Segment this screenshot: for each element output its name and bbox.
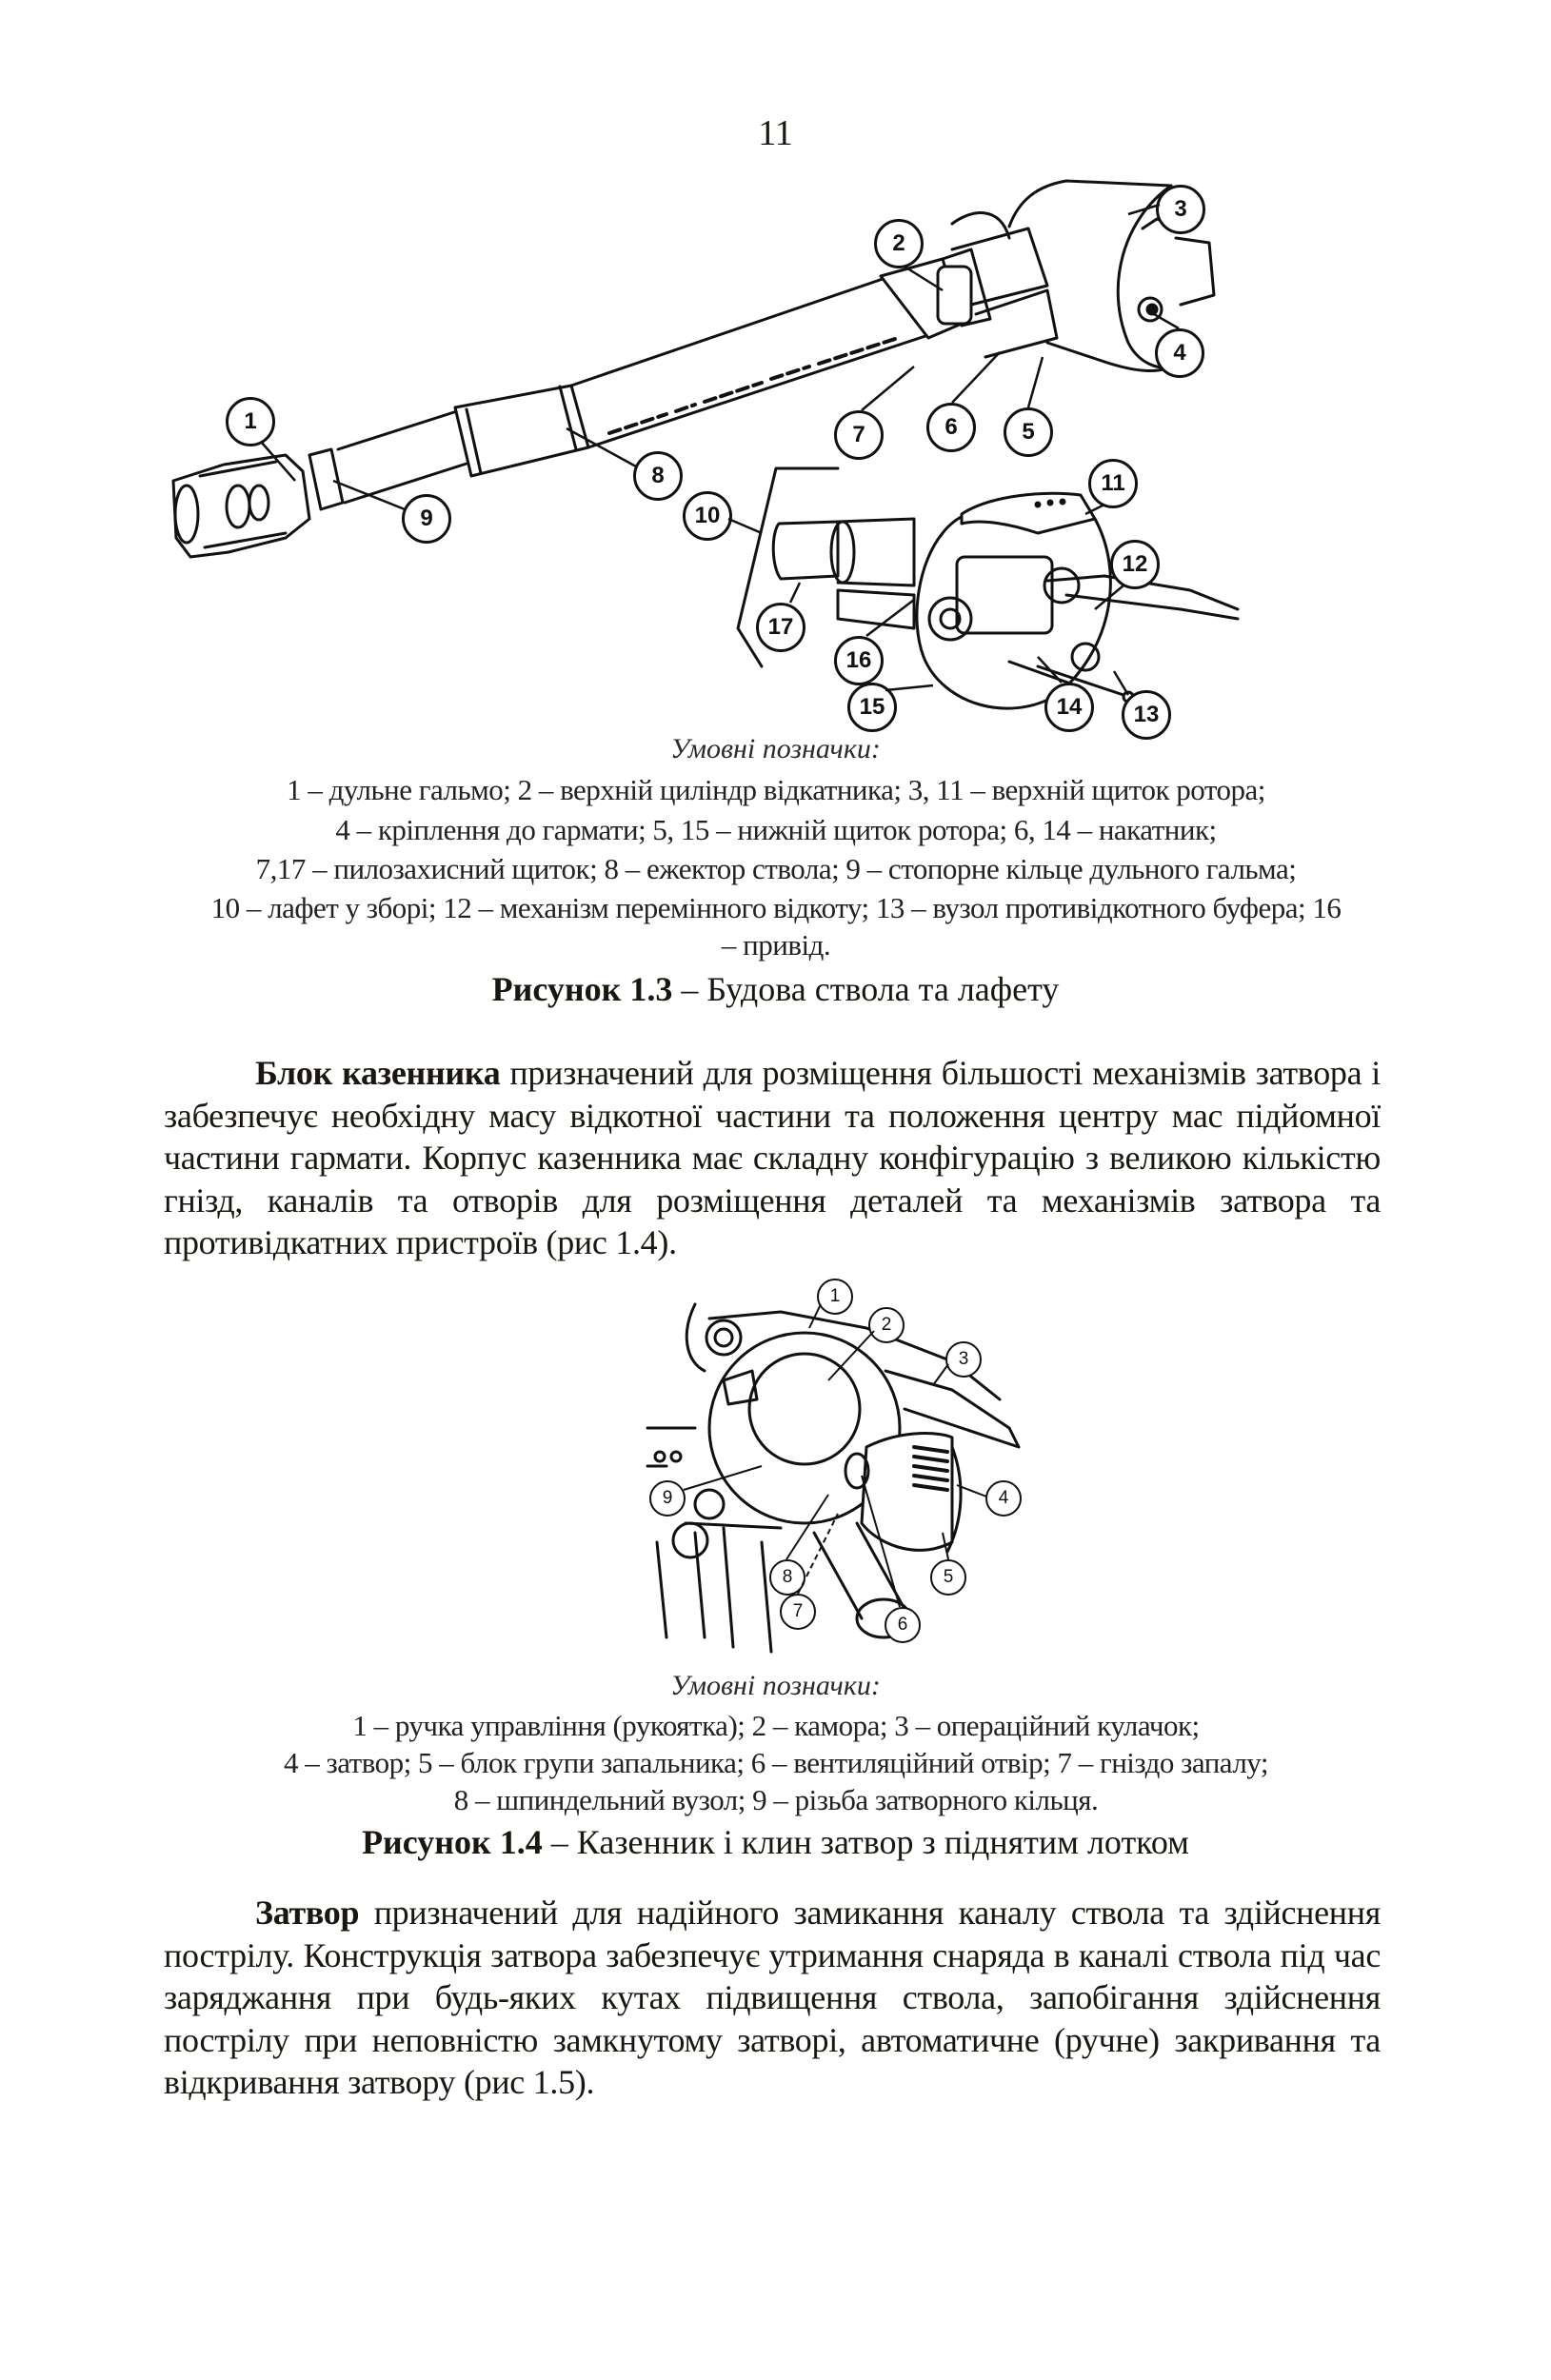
callout-6: 6 <box>926 403 976 452</box>
figure-1-3-legend-title: Умовні позначки: <box>670 733 881 764</box>
figure-1-3-legend-line: 7,17 – пилозахисний щиток; 8 – ежектор ствола; 9 – стопорне кільце дульного гальма; <box>255 852 1297 885</box>
paragraph-breechblock-text: призначений для надійного замикання каналу ствола та здійснення пострілу. Конструкція затвора забезпечує утримання снаряда в каналі ствола під час заряджання при будь-яких кутах підвищення ствола, запобігання здійснення пострілу при неповністю замкнутому затворі, автоматичне (ручне) закривання та відкривання затвору (рис 1.5). <box>164 1894 1381 2101</box>
figure-1-3-caption-label: Рисунок 1.3 <box>491 970 673 1008</box>
figure-1-4-caption-label: Рисунок 1.4 <box>362 1823 543 1861</box>
callout-10: 10 <box>683 491 732 541</box>
callout-13: 13 <box>1122 690 1171 740</box>
paragraph-breechblock-lead: Затвор <box>255 1894 360 1932</box>
callout-1: 1 <box>226 397 275 446</box>
callout-4: 4 <box>985 1480 1022 1517</box>
page-number: 11 <box>758 113 793 153</box>
figure-1-4-legend-title: Умовні позначки: <box>670 1670 881 1701</box>
callout-14: 14 <box>1044 683 1094 732</box>
callout-8: 8 <box>769 1559 805 1596</box>
figure-1-4-legend-line: 8 – шпиндельний вузол; 9 – різьба затворного кільця. <box>453 1783 1099 1816</box>
callout-9: 9 <box>649 1480 686 1517</box>
callout-5: 5 <box>1004 407 1053 457</box>
figure-1-3-legend-line: 10 – лафет у зборі; 12 – механізм перемінного відкоту; 13 – вузол противідкотного буфера; 16 <box>210 891 1342 924</box>
figure-1-3-caption-text: – Будова ствола та лафету <box>672 970 1060 1008</box>
figure-1-4-caption-text: – Казенник і клин затвор з піднятим лотком <box>542 1823 1189 1861</box>
figure-1-4-caption <box>0 1822 1551 1862</box>
paragraph-breech-block-lead: Блок казенника <box>255 1054 501 1092</box>
callout-7: 7 <box>780 1594 816 1630</box>
callout-9: 9 <box>402 494 451 544</box>
paragraph-breechblock <box>164 1892 1381 2104</box>
callout-2: 2 <box>874 219 924 268</box>
callout-5: 5 <box>930 1559 966 1596</box>
paragraph-breech-block-text: призначений для розміщення більшості механізмів затвора і забезпечує необхідну масу відкотної частини та положення центру мас підйомної частини гармати. Корпус казенника має складну конфігурацію з великою кількістю гнізд, каналів та отворів для розміщення деталей та механізмів затвора та противідкатних пристроїв (рис 1.4). <box>164 1054 1381 1261</box>
callout-17: 17 <box>756 603 805 652</box>
callout-6: 6 <box>885 1607 921 1643</box>
callout-11: 11 <box>1088 459 1138 508</box>
figure-1-4-legend-line: 4 – затвор; 5 – блок групи запальника; 6 – вентиляційний отвір; 7 – гніздо запалу; <box>283 1746 1269 1779</box>
figure-1-3-legend-line: 4 – кріплення до гармати; 5, 15 – нижній щиток ротора; 6, 14 – накатник; <box>335 813 1217 846</box>
callout-3: 3 <box>945 1341 982 1378</box>
callout-15: 15 <box>847 683 897 732</box>
callout-3: 3 <box>1156 185 1205 234</box>
callout-2: 2 <box>868 1307 905 1343</box>
callout-12: 12 <box>1110 540 1160 589</box>
figure-1-4-legend-line: 1 – ручка управління (рукоятка); 2 – камора; 3 – операційний кулачок; <box>352 1709 1200 1742</box>
callout-16: 16 <box>834 636 884 685</box>
figure-1-3-legend-line: – привід. <box>721 928 831 962</box>
callout-8: 8 <box>633 451 683 501</box>
callout-4: 4 <box>1155 328 1204 378</box>
callout-7: 7 <box>834 410 884 460</box>
callout-1: 1 <box>817 1279 853 1315</box>
figure-1-3-legend-line: 1 – дульне гальмо; 2 – верхній циліндр відкатника; 3, 11 – верхній щиток ротора; <box>287 773 1265 806</box>
